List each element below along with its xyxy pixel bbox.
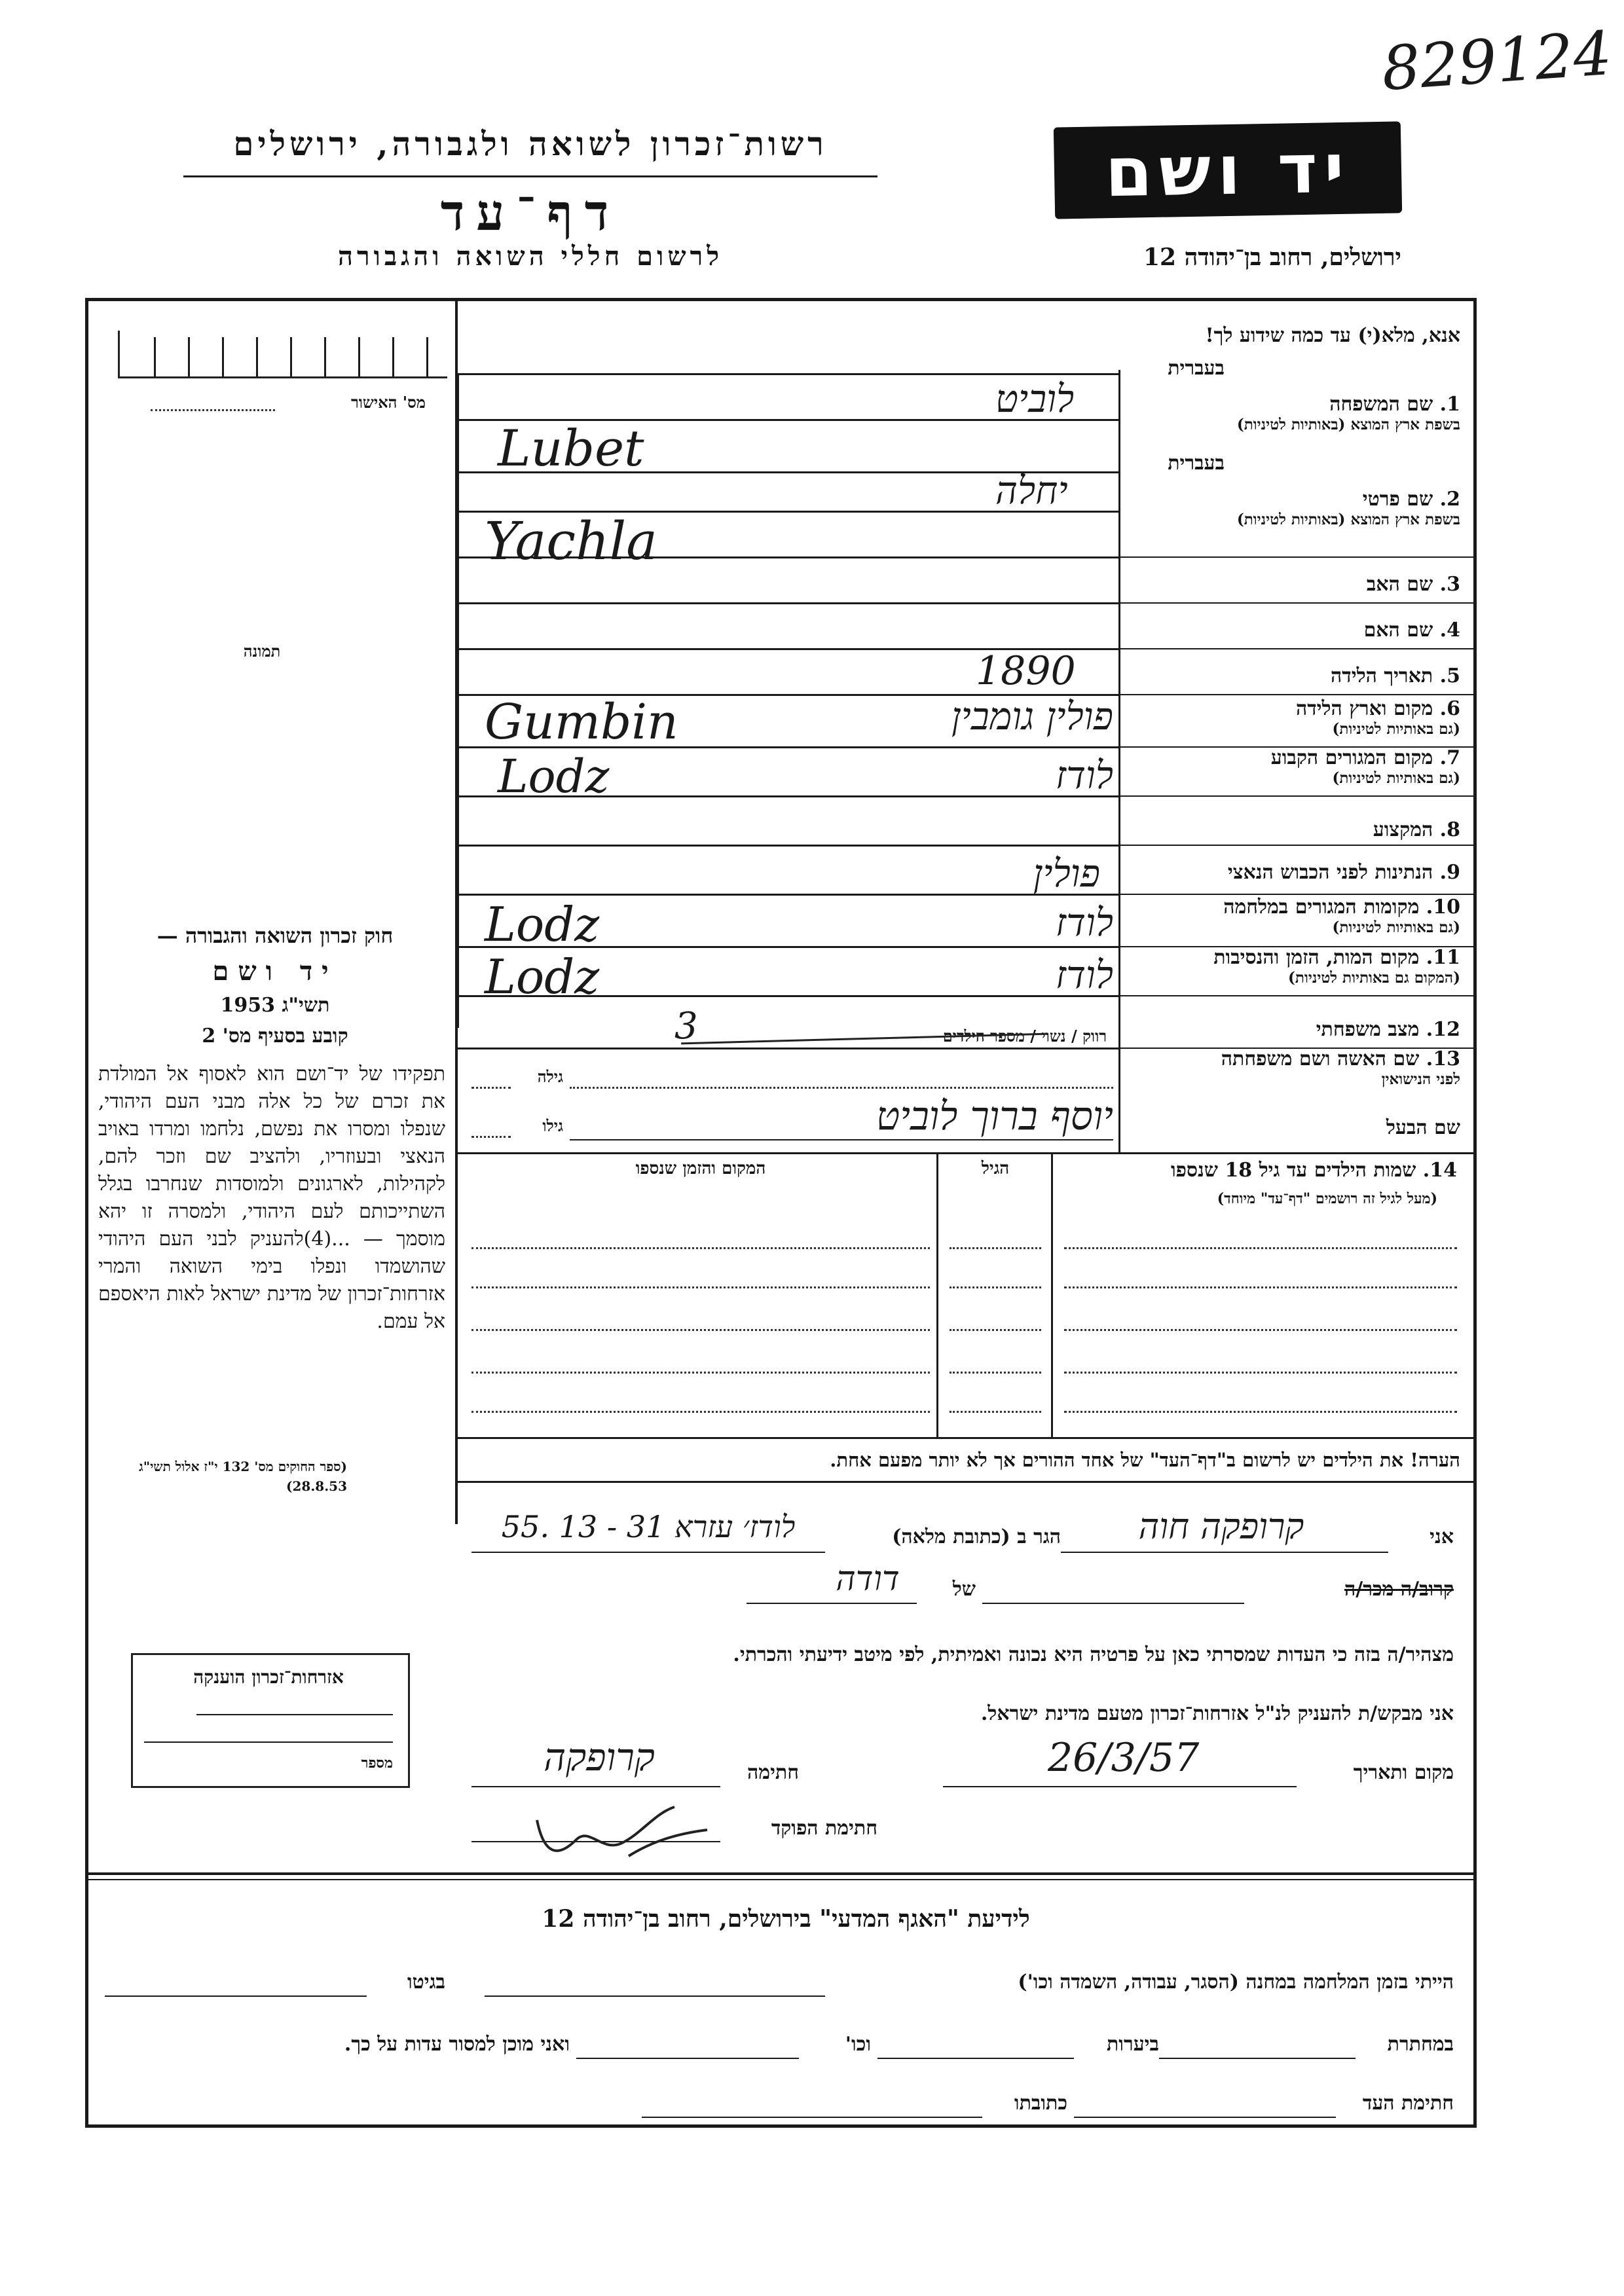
field-label-text: 6. מקום וארץ הלידה xyxy=(1295,697,1460,720)
field-sublabel: בשפת ארץ המוצא (באותיות לטיניות) xyxy=(1236,416,1460,433)
intro-text: אנא, מלא(י) עד כמה שידוע לך! xyxy=(1205,324,1460,347)
officer-signature xyxy=(524,1794,720,1866)
children-number: 14. xyxy=(1422,1159,1457,1182)
residence-latin-value: Lodz xyxy=(498,750,610,803)
field-label-text: 10. מקומות המגורים במלחמה xyxy=(1223,896,1460,919)
children-col-age: הגיל xyxy=(981,1159,1010,1178)
field-sublabel: לפני הנישואין xyxy=(1381,1070,1460,1088)
label-row-rule xyxy=(1118,795,1475,797)
field-label-text: 9. הנתינות לפני הכבוש הנאצי xyxy=(1227,861,1460,884)
field-row-rule xyxy=(457,373,1120,375)
witness-name-line xyxy=(1061,1552,1388,1553)
serial-tick xyxy=(290,337,292,376)
children-entry-line xyxy=(1064,1247,1457,1249)
field-label-text: 2. שם פרטי xyxy=(1362,488,1460,511)
birthdate-value: 1890 xyxy=(976,648,1076,694)
field-label-9 xyxy=(1123,861,1460,884)
children-count-value: 3 xyxy=(674,1005,698,1048)
marital-status-options: רווק / נשוי / מספר הילדים xyxy=(942,1027,1107,1046)
field-label-6 xyxy=(1123,697,1460,738)
field-sublabel: (גם באותיות לטיניות) xyxy=(1332,720,1460,738)
header-underline xyxy=(183,175,877,177)
children-table-top xyxy=(457,1152,1475,1154)
note-top-rule xyxy=(457,1437,1475,1439)
bottom-camp-label: הייתי בזמן המלחמה במחנה (הסגר, עבודה, השמדה וכו') xyxy=(1018,1971,1454,1994)
signature-value: קרופקה xyxy=(544,1735,655,1779)
signature-label: חתימה xyxy=(747,1761,799,1784)
serial-tick xyxy=(358,337,360,376)
field-label-4 xyxy=(1123,619,1460,642)
bottom-ghetto-line xyxy=(105,1995,367,1997)
wartime-residence-latin-value: Lodz xyxy=(485,897,600,952)
law-heading-3: תשי"ג 1953 xyxy=(220,994,330,1017)
label-row-rule xyxy=(1118,648,1475,649)
serial-tick-box xyxy=(118,331,447,378)
bottom-section-rule xyxy=(87,1872,1475,1875)
field-label-text: 7. מקום המגורים הקבוע xyxy=(1270,746,1460,769)
children-col-2 xyxy=(1051,1152,1053,1437)
note-text: הערה! את הילדים יש לרשום ב"דף־העד" של אחד ההורים אך לא יותר מפעם אחת. xyxy=(830,1449,1460,1471)
logo-text: יד ושם xyxy=(1104,128,1352,213)
law-heading-2: יד ושם xyxy=(212,956,338,987)
field-sublabel: (המקום גם באותיות לטיניות) xyxy=(1288,969,1460,987)
bottom-etc-label: וכו' xyxy=(845,2033,871,2056)
address: ירושלים, רחוב בן־יהודה 12 xyxy=(1143,244,1401,271)
children-entry-line xyxy=(950,1247,1041,1249)
birthplace-hebrew-value: פולין גומבין xyxy=(951,694,1113,738)
officer-label: חתימת הפוקד xyxy=(771,1817,877,1840)
value-column-right xyxy=(1118,370,1120,1152)
serial-tick xyxy=(426,337,428,376)
file-number: 829124 xyxy=(1379,18,1614,105)
certificate-line-1 xyxy=(196,1714,393,1715)
bottom-title: לידיעת "האגף המדעי" בירושלים, רחוב בן־יהודה 12 xyxy=(542,1905,1030,1933)
field-row-rule xyxy=(457,1048,1120,1049)
witness-address-line xyxy=(471,1552,825,1553)
husband-line xyxy=(570,1139,1113,1140)
bottom-ready-text: ואני מוכן למסור עדות על כך. xyxy=(344,2033,570,2056)
bottom-forests-label: ביערות xyxy=(1106,2033,1159,2056)
of-label: של xyxy=(952,1578,976,1601)
serial-tick xyxy=(324,337,326,376)
declaration-text: מצהיר/ה בזה כי העדות שמסרתי כאן על פרטיה היא נכונה ואמיתית, לפי מיטב ידיעתי והכרתי. xyxy=(733,1643,1454,1666)
serial-label: מס' האישור xyxy=(350,393,426,412)
field-row-rule xyxy=(457,845,1120,847)
serial-tick xyxy=(222,337,224,376)
field-label-text: 8. המקצוע xyxy=(1373,818,1460,841)
label-row-rule xyxy=(1118,694,1475,695)
certificate-title: אזרחות־זכרון הוענקה xyxy=(193,1666,344,1688)
form-subtitle: לרשום חללי השואה והגבורה xyxy=(337,241,724,272)
bottom-witness-signature-label: חתימת העד xyxy=(1362,2092,1454,2115)
law-reference: (ספר החוקים מס' 132 י"ז אלול תשי"ג 28.8.53) xyxy=(139,1459,347,1494)
label-row-rule xyxy=(1118,845,1475,846)
bottom-forests-line xyxy=(877,2058,1074,2059)
children-entry-line xyxy=(950,1372,1041,1374)
relation-value: דודה xyxy=(836,1559,900,1599)
children-label xyxy=(1058,1159,1457,1182)
surname-latin-value: Lubet xyxy=(498,419,644,477)
certificate-line-2 xyxy=(144,1741,393,1743)
request-text: אני מבקש/ת להעניק לנ"ל אזרחות־זכרון מטעם מדינת ישראל. xyxy=(980,1702,1454,1725)
serial-tick xyxy=(392,337,394,376)
children-col-place: המקום והזמן שנספו xyxy=(635,1159,766,1178)
children-entry-line xyxy=(471,1329,930,1331)
field-sublabel: בשפת ארץ המוצא (באותיות לטיניות) xyxy=(1236,511,1460,528)
husband-age-line xyxy=(471,1136,511,1138)
surname-hebrew-value: לוביט xyxy=(995,376,1075,421)
witness-name-value: קרופקה חוה xyxy=(1138,1506,1304,1547)
witness-address-value: לודז׳ עזרא 31 - 13 .55 xyxy=(501,1509,796,1544)
law-text: תפקידו של יד־ושם הוא לאסוף אל המולדת את זכרם של כל אלה מבני העם היהודי, שנפלו ומסרו את נפשם, נלחמו ומרדו באויב הנאצי ובעוזריו, ולהציב שם וזכר להם, לקהילות, לארגונים ולמוסדות שנחרבו בגלל השתייכותם לעם היהודי, ולמסרה זו יהא מוסמך — ...(4)להעניק לבני העם היהודי שהושמדו ונפלו בימי השואה והמרי אזרחות־זכרון של מדינת ישראל לאות היאספם אל עמם. xyxy=(98,1063,446,1333)
field-label-14 xyxy=(1123,1116,1460,1139)
field-label-7 xyxy=(1123,746,1460,787)
serial-tick xyxy=(188,337,190,376)
field-sublabel: (גם באותיות לטיניות) xyxy=(1332,919,1460,936)
children-entry-line xyxy=(471,1286,930,1288)
field-label-text: 11. מקום המות, הזמן והנסיבות xyxy=(1213,946,1460,969)
institution-name: רשות־זכרון לשואה ולגבורה, ירושלים xyxy=(233,124,828,163)
note-bottom-rule xyxy=(457,1481,1475,1483)
field-label-13 xyxy=(1123,1048,1460,1088)
field-label-text: שם הבעל xyxy=(1386,1116,1460,1139)
bottom-underground-line xyxy=(1159,2058,1356,2059)
children-entry-line xyxy=(471,1372,930,1374)
field-hebrew-tag: בעברית xyxy=(1168,357,1225,380)
field-label-1 xyxy=(1123,393,1460,433)
death-place-latin-value: Lodz xyxy=(485,949,600,1004)
children-entry-line xyxy=(1064,1329,1457,1331)
label-row-rule xyxy=(1118,602,1475,604)
field-label-11 xyxy=(1123,946,1460,987)
law-heading-4: קובע בסעיף מס' 2 xyxy=(202,1025,348,1048)
children-entry-line xyxy=(950,1329,1041,1331)
label-row-rule xyxy=(1118,995,1475,996)
bottom-section-rule-2 xyxy=(87,1879,1475,1880)
children-entry-line xyxy=(950,1411,1041,1413)
witness-resides-label: הגר ב (כתובת מלאה) xyxy=(892,1525,1061,1548)
field-label-3 xyxy=(1123,573,1460,596)
witness-i-label: אני xyxy=(1430,1525,1454,1548)
date-value: 26/3/57 xyxy=(1048,1735,1200,1781)
bottom-address-line xyxy=(642,2117,982,2118)
law-heading-1: חוק זכרון השואה והגבורה — xyxy=(157,923,394,948)
residence-hebrew-value: לודז xyxy=(1055,753,1113,797)
wartime-residence-hebrew-value: לודז xyxy=(1055,900,1113,945)
children-entry-line xyxy=(1064,1286,1457,1288)
death-place-hebrew-value: לודז xyxy=(1055,953,1113,997)
place-date-line xyxy=(943,1786,1297,1787)
certificate-number-label: מספר xyxy=(361,1755,393,1772)
field-label-text: 1. שם המשפחה xyxy=(1329,393,1460,416)
field-label-text: 3. שם האב xyxy=(1366,573,1460,596)
husband-age-label: גילו xyxy=(542,1116,563,1135)
bottom-etc-line xyxy=(576,2058,799,2059)
children-entry-line xyxy=(950,1286,1041,1288)
form-title: דף־עד xyxy=(440,183,621,242)
serial-line xyxy=(151,409,275,411)
field-label-text: 13. שם האשה ושם משפחתה xyxy=(1221,1048,1460,1070)
bottom-address-label: כתובתו xyxy=(1014,2092,1067,2115)
label-row-rule xyxy=(1118,556,1475,558)
serial-tick xyxy=(256,337,258,376)
photo-label: תמונה xyxy=(243,642,281,661)
children-entry-line xyxy=(471,1411,930,1413)
field-label-10 xyxy=(1123,896,1460,936)
husband-name-value: יוסף ברוך לוביט xyxy=(876,1093,1113,1139)
field-hebrew-tag: בעברית xyxy=(1168,452,1225,475)
field-row-rule xyxy=(457,602,1120,604)
children-entry-line xyxy=(1064,1372,1457,1374)
of-line xyxy=(747,1603,917,1604)
field-label-text: 12. מצב משפחתי xyxy=(1316,1018,1460,1041)
children-title: שמות הילדים עד גיל 18 שנספו xyxy=(1170,1159,1416,1182)
field-label-text: 4. שם האם xyxy=(1363,619,1460,642)
children-entry-line xyxy=(471,1247,930,1249)
birthplace-latin-value: Gumbin xyxy=(485,694,678,750)
firstname-hebrew-value: יחלה xyxy=(995,468,1068,513)
relative-line xyxy=(982,1603,1244,1604)
firstname-latin-value: Yachla xyxy=(485,511,657,572)
label-row-rule xyxy=(1118,894,1475,895)
wife-age-label: גילה xyxy=(537,1067,563,1086)
field-label-12 xyxy=(1123,1018,1460,1041)
citizenship-value: פולין xyxy=(1033,851,1100,896)
yad-vashem-logo xyxy=(1054,121,1402,219)
field-label-2 xyxy=(1123,488,1460,528)
bottom-camp-line xyxy=(485,1995,825,1997)
wife-age-line xyxy=(471,1087,511,1089)
field-label-8 xyxy=(1123,818,1460,841)
relative-text: קרוב/ה מכר/ה xyxy=(1344,1578,1454,1601)
relative-label xyxy=(1244,1578,1454,1601)
bottom-ghetto-label: בגיטו xyxy=(407,1971,445,1994)
serial-tick xyxy=(154,337,156,376)
children-col-1 xyxy=(936,1152,938,1437)
field-label-5 xyxy=(1123,665,1460,687)
wife-name-line xyxy=(570,1087,1113,1089)
bottom-underground-label: במחתרת xyxy=(1387,2033,1454,2056)
children-entry-line xyxy=(1064,1411,1457,1413)
signature-line xyxy=(471,1786,720,1787)
place-date-label: מקום ותאריך xyxy=(1353,1761,1454,1784)
bottom-witness-signature-line xyxy=(1074,2117,1336,2118)
field-label-text: 5. תאריך הלידה xyxy=(1331,665,1460,687)
children-sub: (מעל לגיל זה רושמים "דף־עד" מיוחד) xyxy=(1217,1190,1437,1207)
field-sublabel: (גם באותיות לטיניות) xyxy=(1332,769,1460,787)
